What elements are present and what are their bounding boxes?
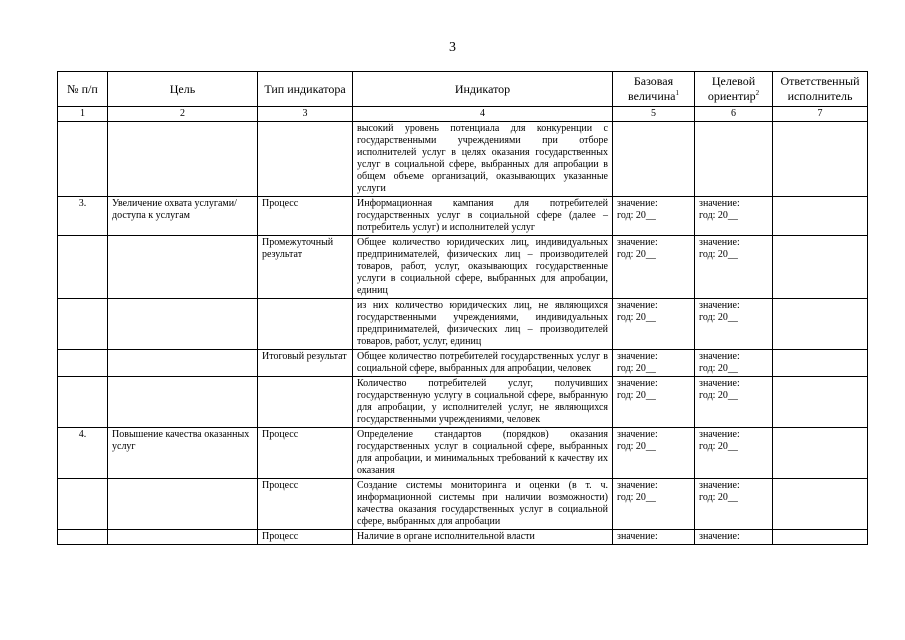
row-indicator: Создание системы мониторинга и оценки (в т. ч. информационной системы при наличии возможности) качества оказания государственных услуг в социальной сфере, выбранных для апробации (353, 479, 613, 530)
row-num: 4. (58, 428, 108, 479)
row-target (695, 122, 773, 197)
header-indicator: Индикатор (353, 72, 613, 107)
row-responsible (773, 122, 868, 197)
value-label: значение: (617, 351, 658, 362)
row-indicator: высокий уровень потенциала для конкуренции с государственными учреждениями при отборе исполнителей услуг в целях оказания государственных услуг в социальной сфере, выбранных для апробации в общем объеме организаций, оказывающих указанные услуги (353, 122, 613, 197)
table-row (58, 299, 868, 350)
header-target: Целевой ориентир$^2$ (695, 72, 773, 107)
row-indicator: Количество потребителей услуг, получивших государственную услугу в социальной сфере, выбранную для апробации, у исполнителей услуг, не являющихся государственными учреждениями, человек (353, 377, 613, 428)
value-label: значение: (699, 480, 740, 491)
year-label: год: 20__ (699, 492, 738, 503)
row-goal (108, 236, 258, 299)
row-target (695, 530, 773, 545)
row-responsible (773, 377, 868, 428)
column-number: 5 (613, 107, 695, 122)
header-responsible: Ответственный исполнитель (773, 72, 868, 107)
value-label: значение: (699, 351, 740, 362)
column-number: 4 (353, 107, 613, 122)
row-type (258, 377, 353, 428)
row-num (58, 122, 108, 197)
value-label: значение: (617, 429, 658, 440)
header-row (58, 72, 868, 107)
header-type: Тип индикатора (258, 72, 353, 107)
value-label: значение: (699, 429, 740, 440)
row-responsible (773, 428, 868, 479)
row-base (613, 377, 695, 428)
row-num (58, 299, 108, 350)
row-type: Процесс (258, 530, 353, 545)
row-goal (108, 530, 258, 545)
row-indicator: Информационная кампания для потребителей государственных услуг в социальной сфере (далее – потребитель услуг) и исполнителей услуг (353, 197, 613, 236)
page-number: 3 (449, 40, 456, 55)
table-row (58, 530, 868, 545)
value-label: значение: (617, 198, 658, 209)
row-type: Промежуточный результат (258, 236, 353, 299)
row-target (695, 299, 773, 350)
header-goal: Цель (108, 72, 258, 107)
header-base: Базовая величина$^1$ (613, 72, 695, 107)
value-label: значение: (699, 531, 740, 542)
row-num: 3. (58, 197, 108, 236)
value-label: значение: (699, 300, 740, 311)
column-number: 6 (695, 107, 773, 122)
row-target (695, 479, 773, 530)
row-base (613, 479, 695, 530)
row-target (695, 236, 773, 299)
year-label: год: 20__ (699, 210, 738, 221)
row-indicator: Наличие в органе исполнительной власти (353, 530, 613, 545)
year-label: год: 20__ (699, 312, 738, 323)
row-indicator: Общее количество потребителей государственных услуг в социальной сфере, выбранных для апробации, человек (353, 350, 613, 377)
value-label: значение: (617, 300, 658, 311)
row-num (58, 236, 108, 299)
value-label: значение: (617, 237, 658, 248)
row-type: Процесс (258, 479, 353, 530)
year-label: год: 20__ (699, 441, 738, 452)
year-label: год: 20__ (617, 390, 656, 401)
table-row (58, 377, 868, 428)
value-label: значение: (617, 378, 658, 389)
row-num (58, 350, 108, 377)
row-responsible (773, 530, 868, 545)
value-label: значение: (699, 198, 740, 209)
row-responsible (773, 350, 868, 377)
row-num (58, 479, 108, 530)
row-num (58, 530, 108, 545)
row-target (695, 377, 773, 428)
row-type (258, 299, 353, 350)
row-responsible (773, 479, 868, 530)
column-number: 7 (773, 107, 868, 122)
value-label: значение: (699, 378, 740, 389)
row-goal (108, 299, 258, 350)
row-goal (108, 350, 258, 377)
column-numbers-row (58, 107, 868, 122)
year-label: год: 20__ (699, 390, 738, 401)
year-label: год: 20__ (617, 312, 656, 323)
column-number: 3 (258, 107, 353, 122)
row-type: Итоговый результат (258, 350, 353, 377)
table-row (58, 428, 868, 479)
row-type: Процесс (258, 428, 353, 479)
year-label: год: 20__ (699, 249, 738, 260)
row-base (613, 122, 695, 197)
row-base (613, 350, 695, 377)
row-type (258, 122, 353, 197)
row-target (695, 428, 773, 479)
row-target (695, 350, 773, 377)
table-row (58, 122, 868, 197)
header-num: № п/п (58, 72, 108, 107)
table-row (58, 479, 868, 530)
row-goal (108, 479, 258, 530)
year-label: год: 20__ (617, 363, 656, 374)
row-indicator: из них количество юридических лиц, не являющихся государственными учреждениями, индивидуальных предпринимателей, физических лиц – производителей товаров, работ, услуг, единиц (353, 299, 613, 350)
value-label: значение: (617, 480, 658, 491)
row-goal: Повышение качества оказанных услуг (108, 428, 258, 479)
year-label: год: 20__ (617, 210, 656, 221)
table-row (58, 197, 868, 236)
column-number: 2 (108, 107, 258, 122)
row-base (613, 299, 695, 350)
value-label: значение: (617, 531, 658, 542)
row-responsible (773, 197, 868, 236)
indicators-table (57, 71, 868, 545)
row-responsible (773, 299, 868, 350)
year-label: год: 20__ (617, 249, 656, 260)
table-row (58, 350, 868, 377)
row-goal: Увеличение охвата услугами/доступа к услугам (108, 197, 258, 236)
year-label: год: 20__ (617, 441, 656, 452)
table-row (58, 236, 868, 299)
row-base (613, 236, 695, 299)
row-responsible (773, 236, 868, 299)
row-base (613, 197, 695, 236)
row-base (613, 530, 695, 545)
value-label: значение: (699, 237, 740, 248)
row-type: Процесс (258, 197, 353, 236)
row-base (613, 428, 695, 479)
row-goal (108, 377, 258, 428)
row-goal (108, 122, 258, 197)
row-num (58, 377, 108, 428)
row-indicator: Определение стандартов (порядков) оказания государственных услуг в социальной сфере, выбранных для апробации, и минимальных требований к качеству их оказания (353, 428, 613, 479)
year-label: год: 20__ (617, 492, 656, 503)
row-target (695, 197, 773, 236)
column-number: 1 (58, 107, 108, 122)
row-indicator: Общее количество юридических лиц, индивидуальных предпринимателей, физических лиц – производителей товаров, работ, услуг, оказывающих государственные услуги в социальной сфере, выбранных для апробации, единиц (353, 236, 613, 299)
year-label: год: 20__ (699, 363, 738, 374)
